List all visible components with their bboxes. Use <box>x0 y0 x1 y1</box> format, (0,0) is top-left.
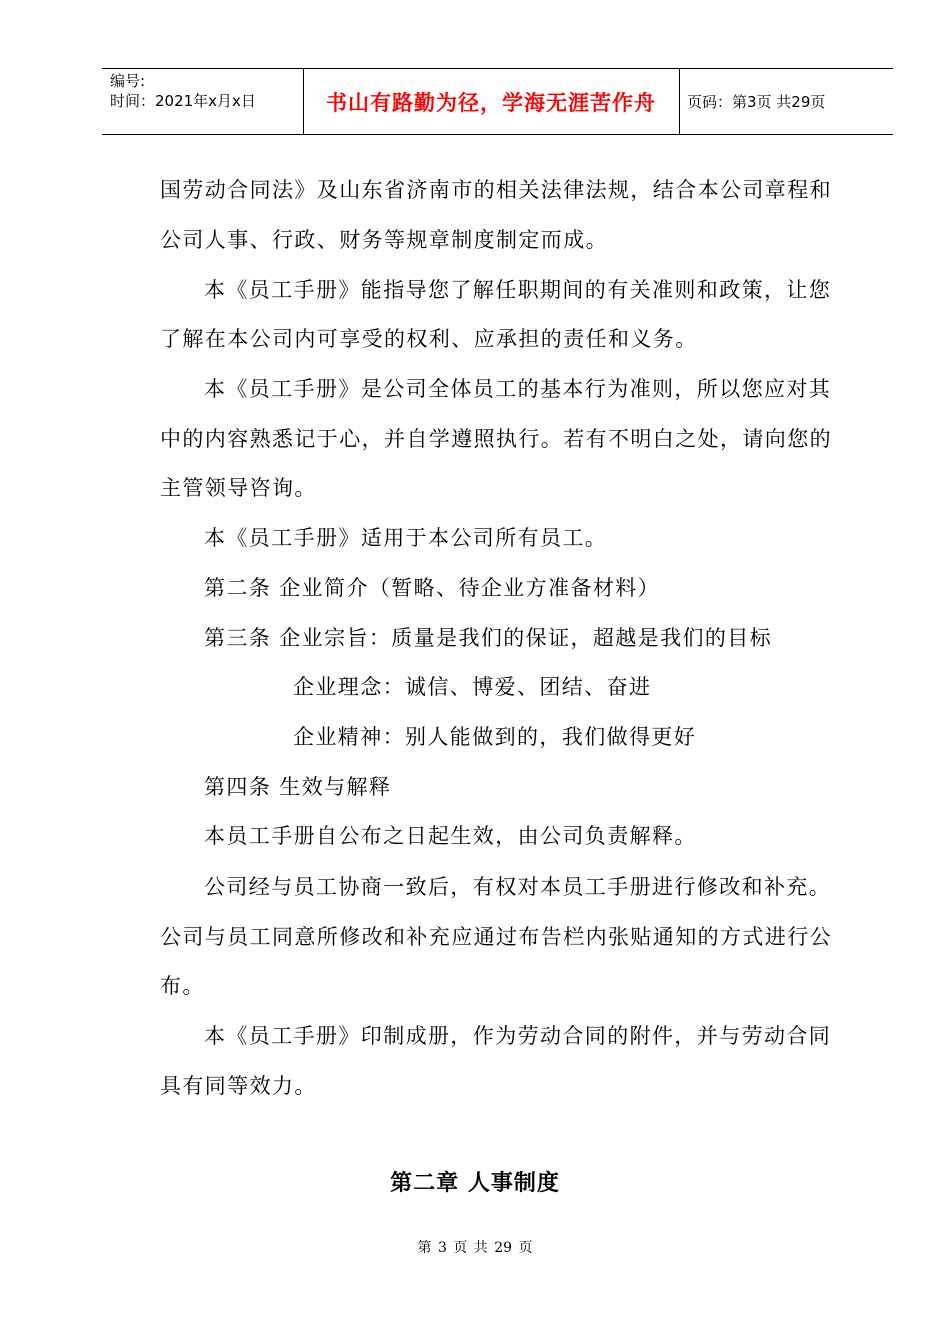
article-heading: 第三条 企业宗旨：质量是我们的保证，超越是我们的目标 <box>204 626 773 650</box>
header-divider <box>679 69 680 134</box>
paragraph-line: 了解在本公司内可享受的权利、应承担的责任和义务。 <box>160 327 698 351</box>
paragraph-line: 本员工手册自公布之日起生效，由公司负责解释。 <box>204 824 697 848</box>
article-heading: 第二条 企业简介（暂略、待企业方准备材料） <box>204 576 661 600</box>
paragraph-line: 公司与员工同意所修改和补充应通过布告栏内张贴通知的方式进行公 <box>160 925 832 949</box>
paragraph-line: 企业精神：别人能做到的，我们做得更好 <box>293 725 697 749</box>
paragraph-line: 布。 <box>160 974 205 998</box>
paragraph-line: 本《员工手册》印制成册，作为劳动合同的附件，并与劳动合同 <box>204 1024 832 1048</box>
chapter-title: 第二章 人事制度 <box>390 1171 560 1196</box>
paragraph-line: 本《员工手册》能指导您了解任职期间的有关准则和政策，让您 <box>204 278 832 302</box>
paragraph-line: 本《员工手册》适用于本公司所有员工。 <box>204 526 608 550</box>
number-label: 编号: <box>110 72 146 90</box>
page-footer: 第 3 页 共 29 页 <box>417 1240 533 1256</box>
paragraph-line: 本《员工手册》是公司全体员工的基本行为准则，所以您应对其 <box>204 377 832 401</box>
article-heading: 第四条 生效与解释 <box>204 775 392 799</box>
paragraph-line: 企业理念：诚信、博爱、团结、奋进 <box>293 675 652 699</box>
header-meta <box>110 71 256 111</box>
paragraph-line: 公司经与员工协商一致后，有权对本员工手册进行修改和补充。 <box>204 875 832 899</box>
time-label: 时间：2021年x月x日 <box>110 92 256 110</box>
paragraph-line: 具有同等效力。 <box>160 1074 317 1098</box>
page-header <box>102 68 893 135</box>
paragraph-line: 中的内容熟悉记于心，并自学遵照执行。若有不明白之处，请向您的 <box>160 427 832 451</box>
paragraph-line: 主管领导咨询。 <box>160 476 317 500</box>
header-motto: 书山有路勤为径，学海无涯苦作舟 <box>326 90 656 115</box>
paragraph-line: 公司人事、行政、财务等规章制度制定而成。 <box>160 228 608 252</box>
paragraph-line: 国劳动合同法》及山东省济南市的相关法律法规，结合本公司章程和 <box>160 178 832 202</box>
header-page-label: 页码：第3页 共29页 <box>687 93 826 111</box>
